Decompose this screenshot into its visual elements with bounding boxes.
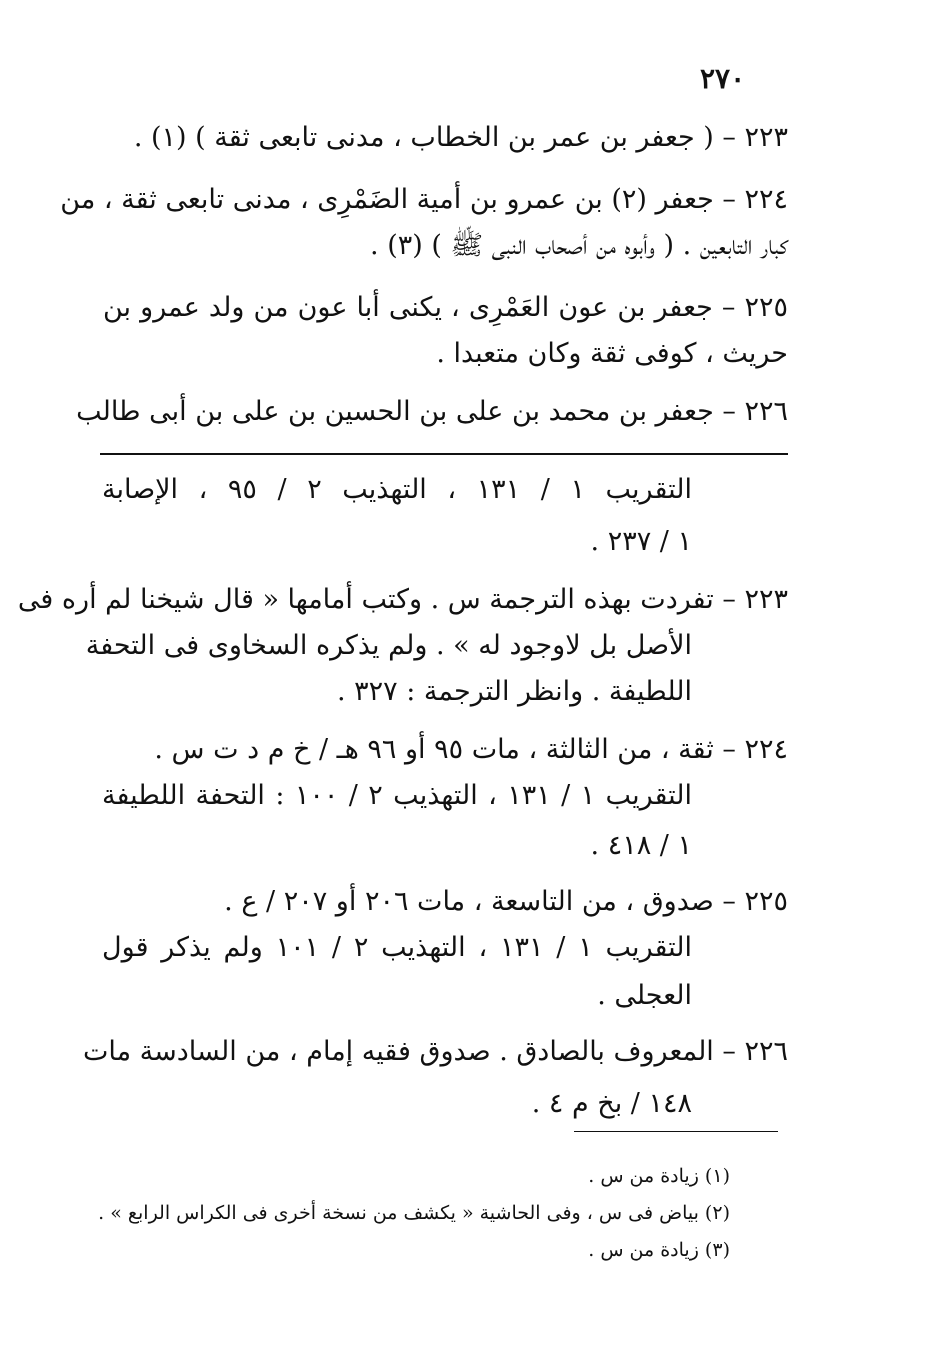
note-intro-line-2: ١ / ٢٣٧ . xyxy=(590,526,692,557)
note-225-line-2: التقريب ١ / ١٣١ ، التهذيب ٢ / ١٠١ ولم يذكر قول xyxy=(102,932,692,963)
note-223-line-2: الأصل بل لاوجود له » . ولم يذكره السخاوى فى التحفة xyxy=(85,630,692,661)
note-225-line-3: العجلى . xyxy=(597,980,692,1011)
note-226-line-2: ١٤٨ / بخ م ٤ . xyxy=(531,1088,692,1119)
note-intro-line-1: التقريب ١ / ١٣١ ، التهذيب ٢ / ٩٥ ، الإصابة xyxy=(102,474,692,505)
entry-226-line-1: ٢٢٦ – جعفر بن محمد بن على بن الحسين بن على بن أبى طالب xyxy=(76,396,788,427)
note-224-line-1: ٢٢٤ – ثقة ، من الثالثة ، مات ٩٥ أو ٩٦ هـ / خ م د ت س . xyxy=(154,734,788,765)
footnote-3: (٣) زيادة من س . xyxy=(588,1239,730,1261)
note-223-line-3: اللطيفة . وانظر الترجمة : ٣٢٧ . xyxy=(336,676,692,707)
note-225-line-1: ٢٢٥ – صدوق ، من التاسعة ، مات ٢٠٦ أو ٢٠٧ / ع . xyxy=(224,886,788,917)
footnote-1: (١) زيادة من س . xyxy=(588,1165,730,1187)
entry-224-line-2: كبار التابعين . ( وأبوه من أصحاب النبى ﷺ ) (٣) . xyxy=(370,230,788,261)
entry-223-line-1: ٢٢٣ – ( جعفر بن عمر بن الخطاب ، مدنى تابعى ثقة ) (١) . xyxy=(133,122,788,153)
footnote-2: (٢) بياض فى س ، وفى الحاشية « يكشف من نسخة أخرى فى الكراس الرابع » . xyxy=(98,1202,730,1224)
footnote-rule xyxy=(574,1131,778,1132)
separator-rule xyxy=(100,453,788,455)
entry-225-line-1: ٢٢٥ – جعفر بن عون العَمْرِى ، يكنى أبا عون من ولد عمرو بن xyxy=(103,292,788,323)
entry-225-line-2: حريث ، كوفى ثقة وكان متعبدا . xyxy=(436,338,788,369)
page-number: ٢٧٠ xyxy=(700,62,746,95)
entry-224-line-1: ٢٢٤ – جعفر (٢) بن عمرو بن أمية الضَمْرِى ، مدنى تابعى ثقة ، من xyxy=(60,184,788,215)
note-223-line-1: ٢٢٣ – تفردت بهذه الترجمة س . وكتب أمامها « قال شيخنا لم أره فى xyxy=(17,584,788,615)
note-224-line-2: التقريب ١ / ١٣١ ، التهذيب ٢ / ١٠٠ : التحفة اللطيفة xyxy=(102,780,693,811)
note-224-line-3: ١ / ٤١٨ . xyxy=(590,830,692,861)
note-226-line-1: ٢٢٦ – المعروف بالصادق . صدوق فقيه إمام ، من السادسة مات xyxy=(82,1036,788,1067)
